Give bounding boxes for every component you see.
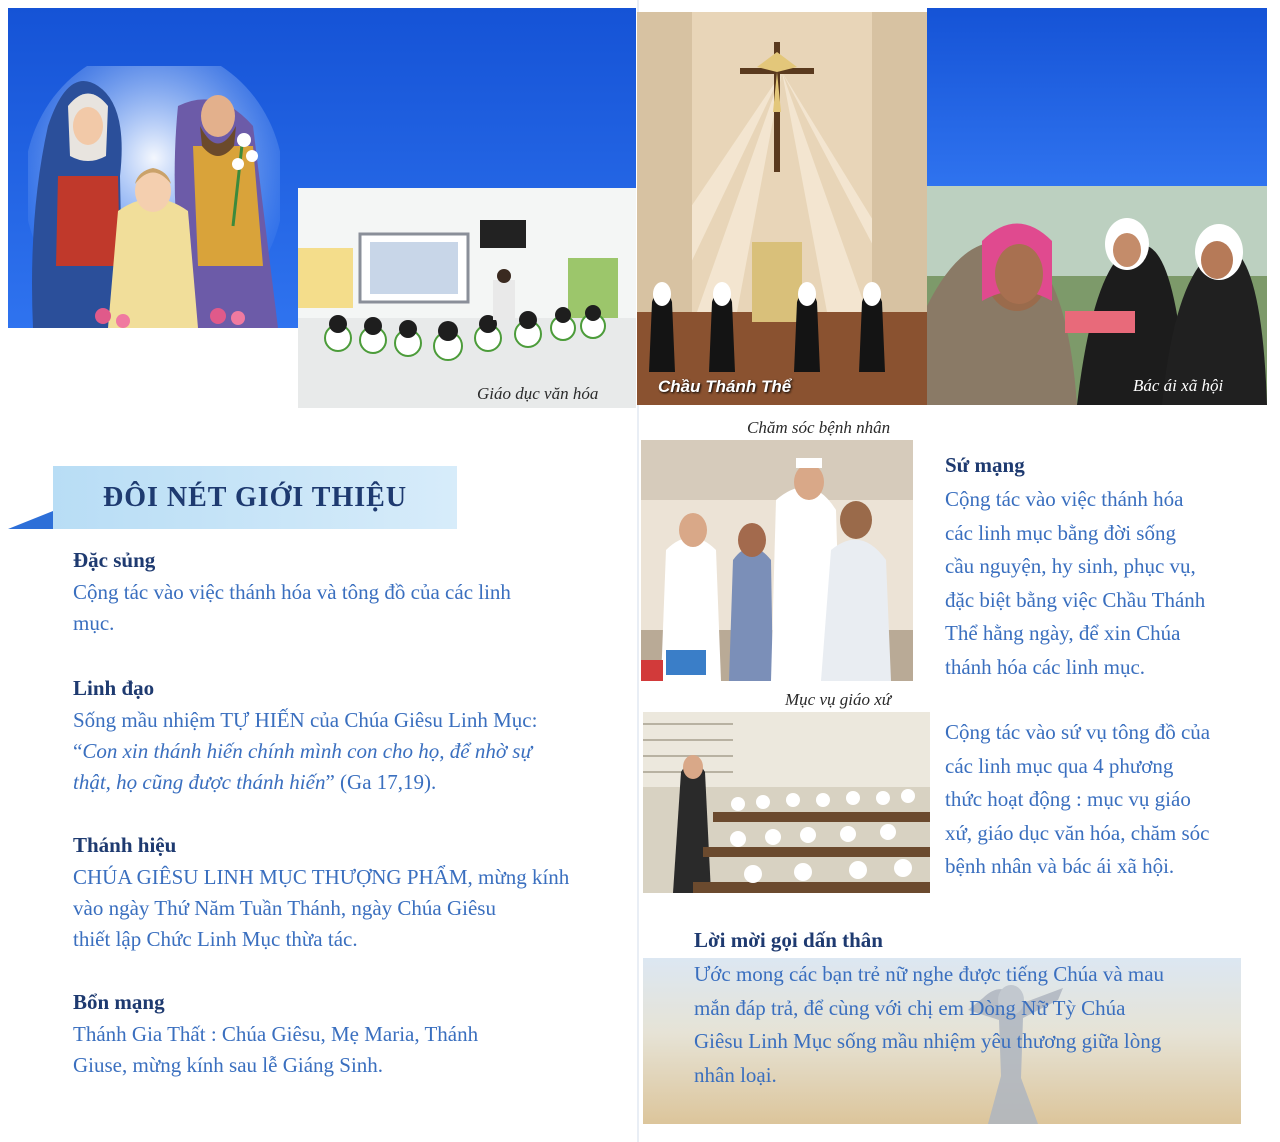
heading-title: Thánh hiệu <box>73 833 177 857</box>
top-band-right <box>927 8 1267 186</box>
mission-line-6: thánh hóa các linh mục. <box>945 654 1146 679</box>
quote-part-1: Con xin thánh hiến chính mình con cho họ, để nhờ sự <box>82 739 532 763</box>
caption-nursing: Chăm sóc bệnh nhân <box>747 418 891 437</box>
open-quote: “ <box>73 739 83 763</box>
quote-reference: ” (Ga 17,19). <box>325 770 437 794</box>
mission-line-7: Cộng tác vào sứ vụ tông đồ của <box>945 720 1211 744</box>
charity-photo <box>927 186 1267 405</box>
invitation-line-1: Ước mong các bạn trẻ nữ nghe được tiếng Chúa và mau <box>694 962 1165 986</box>
classroom-photo <box>298 188 636 408</box>
nursing-photo <box>641 440 913 681</box>
holy-family-icon <box>28 66 280 328</box>
mission-line-10: xứ, giáo dục văn hóa, chăm sóc <box>945 820 1210 845</box>
caption-adoration: Chầu Thánh Thể <box>658 377 792 396</box>
invitation-line-4: nhân loại. <box>694 1062 777 1087</box>
invitation-text <box>694 958 1254 1092</box>
heading-patron: Bổn mạng <box>73 990 165 1014</box>
caption-parish: Mục vụ giáo xứ <box>785 690 892 709</box>
title-text <box>73 862 613 955</box>
spirituality-text <box>73 705 613 798</box>
mission-line-2: các linh mục bằng đời sống <box>945 520 1176 545</box>
caption-education: Giáo dục văn hóa <box>477 384 599 403</box>
parish-photo <box>643 712 930 893</box>
mission-line-5: Thể hằng ngày, để xin Chúa <box>945 621 1181 645</box>
caption-charity: Bác ái xã hội <box>1133 376 1224 395</box>
patron-line-2: Giuse, mừng kính sau lễ Giáng Sinh. <box>73 1053 384 1077</box>
heading-spirituality: Linh đạo <box>73 676 155 700</box>
patron-text <box>73 1019 613 1081</box>
quote-part-2: thật, họ cũng được thánh hiến <box>73 770 326 794</box>
chapel-photo <box>637 12 927 405</box>
heading-charism: Đặc sủng <box>73 548 156 572</box>
title-line-3: thiết lập Chức Linh Mục thừa tác. <box>73 927 358 951</box>
spirituality-line-3 <box>73 767 613 798</box>
invitation-line-3: Giêsu Linh Mục sống mầu nhiệm yêu thương giữa lòng <box>694 1029 1162 1053</box>
title-line-1: CHÚA GIÊSU LINH MỤC THƯỢNG PHẨM, mừng kính <box>73 865 570 889</box>
mission-line-8: các linh mục qua 4 phương <box>945 753 1174 778</box>
spirituality-line-2 <box>73 736 613 767</box>
mission-line-1: Cộng tác vào việc thánh hóa <box>945 487 1184 511</box>
title-line-2: vào ngày Thứ Năm Tuần Thánh, ngày Chúa Giêsu <box>73 896 496 920</box>
spirituality-line-1: Sống mầu nhiệm TỰ HIẾN của Chúa Giêsu Linh Mục: <box>73 708 538 732</box>
charism-line-1: Cộng tác vào việc thánh hóa và tông đồ của các linh <box>73 580 511 604</box>
charism-line-2: mục. <box>73 611 115 635</box>
heading-mission: Sứ mạng <box>945 453 1025 477</box>
mission-line-3: cầu nguyện, hy sinh, phục vụ, <box>945 554 1196 578</box>
mission-line-11: bệnh nhân và bác ái xã hội. <box>945 854 1175 878</box>
charism-text <box>73 577 613 639</box>
mission-line-9: thức hoạt động : mục vụ giáo <box>945 787 1191 811</box>
invitation-line-2: mắn đáp trả, để cùng với chị em Dòng Nữ Tỳ Chúa <box>694 995 1126 1020</box>
mission-text-2 <box>945 716 1265 884</box>
banner-title: ĐÔI NÉT GIỚI THIỆU <box>103 482 408 513</box>
mission-line-4: đặc biệt bằng việc Chầu Thánh <box>945 587 1206 612</box>
patron-line-1: Thánh Gia Thất : Chúa Giêsu, Mẹ Maria, Thánh <box>73 1022 479 1046</box>
heading-invitation: Lời mời gọi dấn thân <box>694 928 883 952</box>
mission-text-1 <box>945 483 1265 684</box>
